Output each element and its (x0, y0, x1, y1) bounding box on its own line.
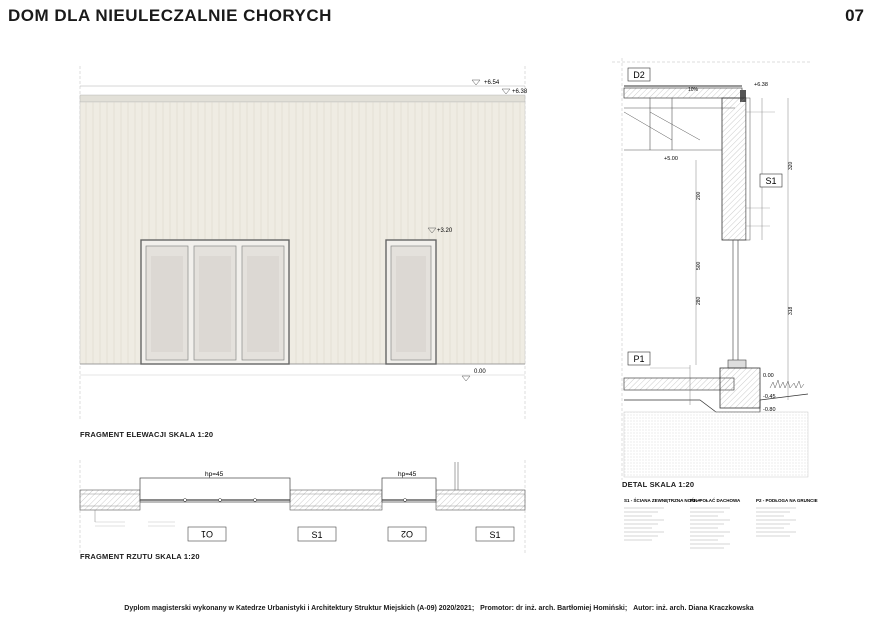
detail-level-m0-80: -0.80 (763, 407, 776, 413)
detail-level-6-38: +6.38 (754, 82, 768, 88)
elevation-drawing (80, 66, 528, 420)
roof-eave (80, 95, 525, 102)
dim-320: 320 (788, 161, 794, 170)
window-single (386, 240, 436, 364)
detail-section (612, 58, 812, 480)
material-legend (624, 496, 818, 548)
plan-drawing (80, 460, 525, 555)
mark-p1: P1 (633, 354, 645, 364)
footer-promotor: Promotor: dr inż. arch. Bartłomiej Homiński; (480, 605, 628, 612)
floor-layers (624, 378, 734, 390)
footer-author: Autor: inż. arch. Diana Kraczkowska (633, 605, 754, 612)
level-0-00: 0.00 (474, 369, 486, 375)
mark-s1-detail: S1 (765, 176, 777, 186)
opening-height-1: hp=45 (205, 471, 224, 478)
page-number: 07 (845, 6, 864, 25)
level-6-38: +6.38 (512, 89, 528, 95)
legend-p2-title: P2 - PODŁOGA NA GRUNCIE (756, 498, 818, 503)
dim-200: 200 (696, 191, 702, 200)
window-triple (141, 240, 289, 364)
mark-s1-left: S1 (311, 530, 323, 540)
plan-caption: FRAGMENT RZUTU SKALA 1:20 (80, 552, 200, 561)
roof-layers (624, 88, 742, 98)
ground-soil (624, 412, 808, 477)
level-6-54: +6.54 (484, 80, 500, 86)
dim-500: 500 (696, 261, 702, 270)
elevation-caption: FRAGMENT ELEWACJI SKALA 1:20 (80, 430, 214, 439)
legend-p1-title: P1 - POŁAĆ DACHOWA (690, 498, 741, 503)
level-3-20: +3.20 (437, 228, 453, 234)
mark-d2: D2 (633, 70, 645, 80)
mark-o1: O1 (200, 529, 214, 539)
legend-s1-title: S1 - ŚCIANA ZEWNĘTRZNA NOŚNA (624, 498, 701, 503)
page-title: DOM DLA NIEULECZALNIE CHORYCH (8, 6, 332, 25)
foundation (720, 368, 760, 408)
footer-thesis: Dyplom magisterski wykonany w Katedrze Urbanistyki i Architektury Struktur Miejskich (A-09) 2020/2021; (124, 605, 475, 612)
detail-level-5-00: +5.00 (664, 156, 678, 162)
dim-318: 318 (788, 306, 794, 315)
detail-caption: DETAL SKALA 1:20 (622, 480, 695, 489)
mark-o2: O2 (400, 529, 414, 539)
dim-slope: 10% (688, 87, 699, 93)
opening-height-2: hp=45 (398, 471, 417, 478)
wall-section (722, 98, 746, 240)
detail-level-m0-45: -0.45 (763, 394, 776, 400)
footer (0, 605, 878, 612)
dim-280: 280 (696, 296, 702, 305)
mark-s1-right: S1 (489, 530, 501, 540)
detail-level-0-00: 0.00 (763, 373, 774, 379)
